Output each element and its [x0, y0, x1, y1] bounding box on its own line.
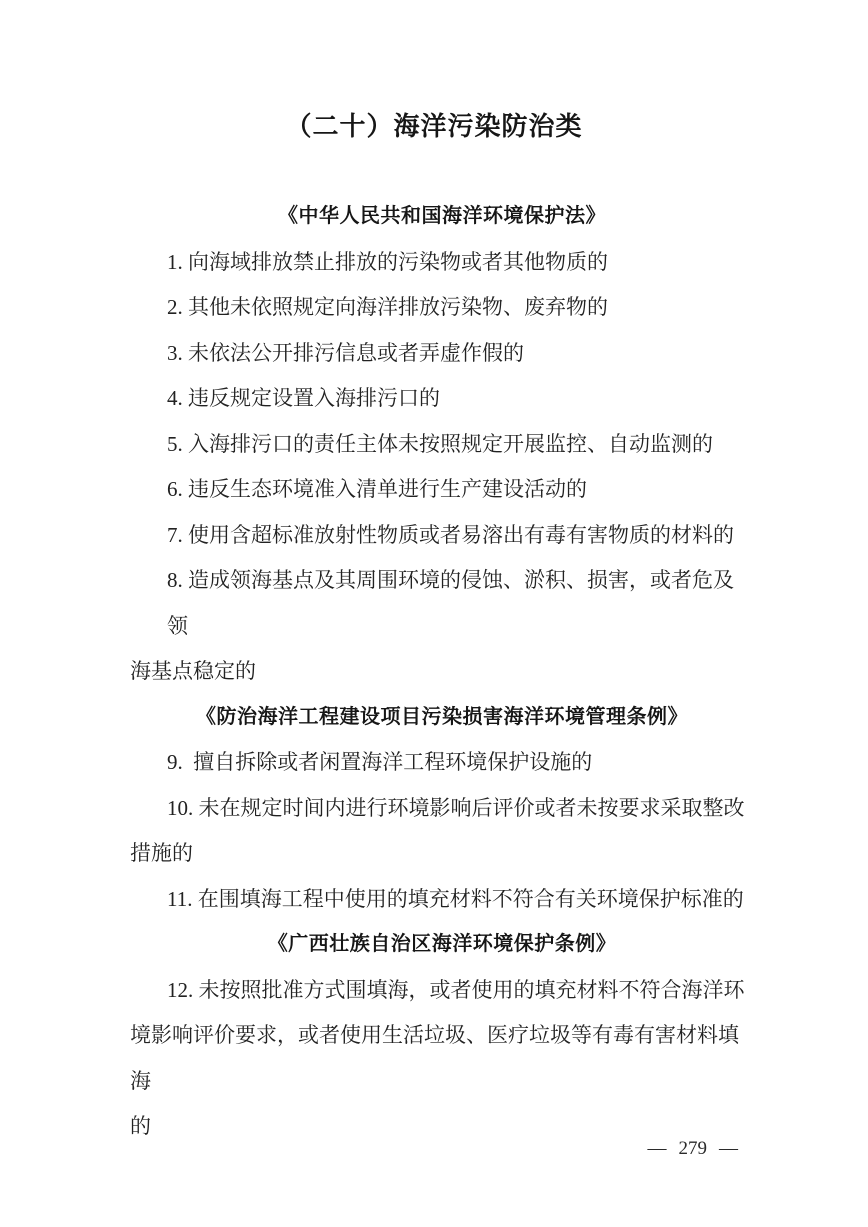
section-heading: 《中华人民共和国海洋环境保护法》	[278, 205, 606, 227]
list-item: 3. 未依法公开排污信息或者弄虚作假的	[167, 340, 524, 365]
list-item: 11. 在围填海工程中使用的填充材料不符合有关环境保护标准的	[167, 886, 744, 911]
page-footer	[648, 1138, 739, 1160]
footer-dash-left: —	[647, 1138, 667, 1159]
list-item-continuation: 海基点稳定的	[130, 659, 256, 683]
list-item: 7. 使用含超标准放射性物质或者易溶出有毒有害物质的材料的	[167, 522, 734, 547]
list-item-continuation: 境影响评价要求，或者使用生活垃圾、医疗垃圾等有毒有害材料填海	[130, 1023, 739, 1093]
doc-body	[130, 194, 754, 1150]
list-item: 4. 违反规定设置入海排污口的	[167, 386, 440, 410]
list-item-continuation: 措施的	[130, 841, 193, 865]
list-item: 5. 入海排污口的责任主体未按照规定开展监控、自动监测的	[167, 431, 713, 456]
footer-dash-right: —	[719, 1138, 738, 1159]
list-item-continuation: 的	[130, 1114, 151, 1138]
list-item: 9. 擅自拆除或者闲置海洋工程环境保护设施的	[167, 750, 593, 774]
list-item: 10. 未在规定时间内进行环境影响后评价或者未按要求采取整改	[167, 795, 745, 820]
list-item: 8. 造成领海基点及其周围环境的侵蚀、淤积、损害，或者危及领	[167, 568, 734, 638]
list-item: 1. 向海域排放禁止排放的污染物或者其他物质的	[167, 249, 608, 274]
list-item: 2. 其他未依照规定向海洋排放污染物、废弃物的	[167, 295, 608, 319]
page-title: （二十）海洋污染防治类	[285, 111, 583, 141]
list-item: 6. 违反生态环境准入清单进行生产建设活动的	[167, 477, 587, 501]
page-number: 279	[678, 1138, 707, 1159]
section-heading: 《防治海洋工程建设项目污染损害海洋环境管理条例》	[196, 705, 688, 728]
list-item: 12. 未按照批准方式围填海，或者使用的填充材料不符合海洋环	[167, 977, 745, 1002]
section-heading: 《广西壮族自治区海洋环境保护条例》	[267, 933, 617, 955]
